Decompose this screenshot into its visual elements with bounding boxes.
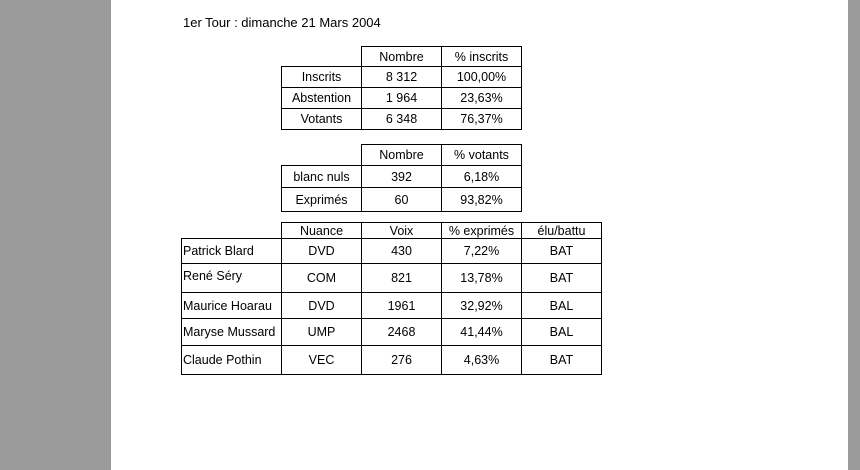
empty-cell <box>182 223 282 239</box>
candidate-pct: 13,78% <box>442 264 522 293</box>
page-heading: 1er Tour : dimanche 21 Mars 2004 <box>183 15 381 30</box>
results-table <box>181 222 602 375</box>
table-row <box>182 264 602 293</box>
candidate-voix: 1961 <box>362 293 442 319</box>
candidate-voix: 430 <box>362 239 442 264</box>
row-nombre: 8 312 <box>362 67 442 88</box>
table-row <box>182 346 602 375</box>
row-label: Votants <box>282 109 362 130</box>
table-header-row <box>282 47 522 67</box>
candidate-name: Patrick Blard <box>182 239 282 264</box>
candidate-pct: 41,44% <box>442 319 522 346</box>
right-gutter <box>848 0 860 470</box>
table-row <box>182 239 602 264</box>
table-row <box>282 109 522 130</box>
candidate-nuance: UMP <box>282 319 362 346</box>
table-row <box>282 88 522 109</box>
table-row <box>282 188 522 212</box>
candidate-voix: 2468 <box>362 319 442 346</box>
candidate-pct: 4,63% <box>442 346 522 375</box>
candidate-status: BAL <box>522 293 602 319</box>
candidate-nuance: DVD <box>282 293 362 319</box>
table-row <box>182 293 602 319</box>
row-nombre: 6 348 <box>362 109 442 130</box>
row-pct: 93,82% <box>442 188 522 212</box>
table-row <box>182 319 602 346</box>
table-row <box>282 166 522 188</box>
candidate-status: BAT <box>522 239 602 264</box>
header-elu-battu: élu/battu <box>522 223 602 239</box>
row-nombre: 392 <box>362 166 442 188</box>
header-voix: Voix <box>362 223 442 239</box>
candidate-pct: 7,22% <box>442 239 522 264</box>
table-header-row <box>282 145 522 166</box>
row-label: Inscrits <box>282 67 362 88</box>
candidate-status: BAT <box>522 264 602 293</box>
candidate-pct: 32,92% <box>442 293 522 319</box>
table-row <box>282 67 522 88</box>
header-nombre: Nombre <box>362 47 442 67</box>
candidate-nuance: DVD <box>282 239 362 264</box>
row-label: Abstention <box>282 88 362 109</box>
header-pct-exprimes: % exprimés <box>442 223 522 239</box>
empty-cell <box>282 145 362 166</box>
row-pct: 6,18% <box>442 166 522 188</box>
header-pct-votants: % votants <box>442 145 522 166</box>
row-pct: 23,63% <box>442 88 522 109</box>
row-pct: 100,00% <box>442 67 522 88</box>
row-nombre: 60 <box>362 188 442 212</box>
participation-table <box>281 46 522 130</box>
candidate-name: Maurice Hoarau <box>182 293 282 319</box>
candidate-name: Claude Pothin <box>182 346 282 375</box>
votes-table <box>281 144 522 212</box>
header-pct-inscrits: % inscrits <box>442 47 522 67</box>
candidate-voix: 276 <box>362 346 442 375</box>
candidate-nuance: COM <box>282 264 362 293</box>
row-label: blanc nuls <box>282 166 362 188</box>
candidate-nuance: VEC <box>282 346 362 375</box>
candidate-voix: 821 <box>362 264 442 293</box>
row-nombre: 1 964 <box>362 88 442 109</box>
candidate-status: BAL <box>522 319 602 346</box>
table-header-row <box>182 223 602 239</box>
row-label: Exprimés <box>282 188 362 212</box>
header-nuance: Nuance <box>282 223 362 239</box>
candidate-name: René Séry <box>182 264 282 293</box>
header-nombre: Nombre <box>362 145 442 166</box>
empty-cell <box>282 47 362 67</box>
row-pct: 76,37% <box>442 109 522 130</box>
candidate-name: Maryse Mussard <box>182 319 282 346</box>
candidate-status: BAT <box>522 346 602 375</box>
